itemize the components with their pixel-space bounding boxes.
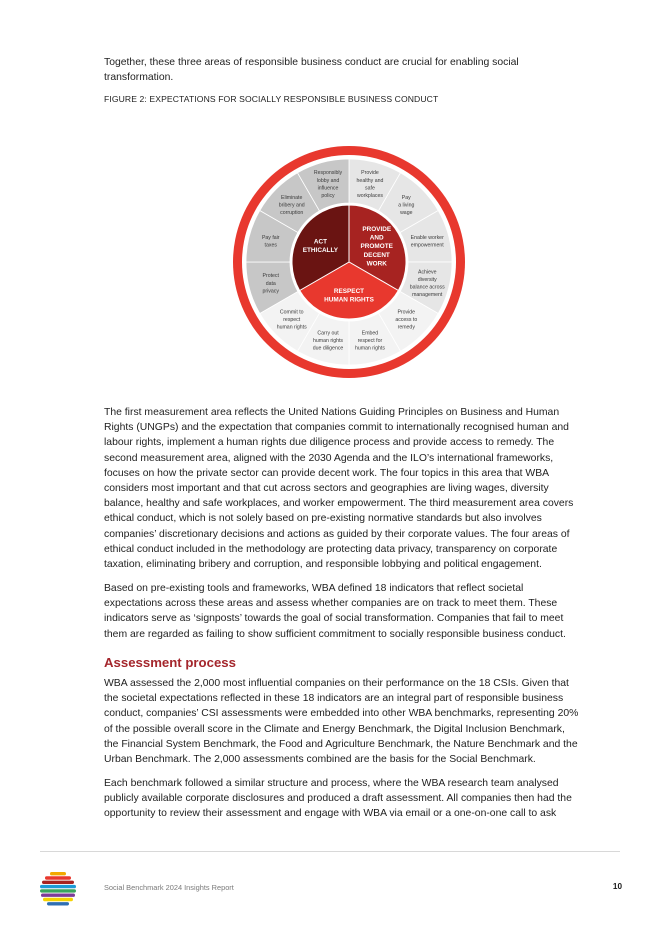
footer-report-title: Social Benchmark 2024 Insights Report [104,883,234,892]
act-ethically-label-line: ETHICALLY [302,247,339,254]
segment-label-line: Eliminate [281,194,303,201]
page-number: 10 [612,882,622,891]
section-heading: Assessment process [104,655,236,670]
segment-label-line: Commit to [279,309,304,316]
body-paragraph-2: Based on pre-existing tools and frameworks, WBA defined 18 indicators that reflect societal expectations across these areas and assess whether companies are on track to meet them. These indicators serve as ‘signposts’ towards the goal of social transformation. Companies that fail to meet them are regarded as failing to show sufficient commitment to socially responsible business conduct. [104,583,566,640]
segment-label-line: influence [317,185,339,192]
segment-label-line: human rights [313,338,344,345]
segment-label-line: Protect [262,273,279,280]
segment-label-line: management [412,292,443,299]
logo-stripe [41,894,75,897]
segment-label-line: data [265,280,276,287]
segment-label-line: respect [283,317,301,324]
decent-work-label-line: AND [369,234,384,242]
logo-stripe [40,889,76,892]
segment-label-line: due diligence [312,345,344,352]
human-rights-label-line: HUMAN RIGHTS [324,296,374,304]
segment-label-line: corruption [280,210,304,217]
body-paragraph-3: WBA assessed the 2,000 most influential companies on their performance on the 18 CSIs. Given that the societal expectations reflected in these 18 indicators are an integral part of responsible business conduct, companies’ CSI assessments were embedded into other WBA benchmarks, representing 20% of the possible overall score in the Climate and Energy Benchmark, the Digital Inclusion Benchmark, the Financial System Benchmark, the Food and Agriculture Benchmark, the Nature Benchmark and the Urban Benchmark. The 2,000 assessments combined are the basis for the Social Benchmark. [104,678,579,766]
human-rights-label-line: RESPECT [333,287,365,295]
decent-work-label-line: PROMOTE [360,243,393,251]
logo-stripe [40,885,76,888]
body-paragraph-1: The first measurement area reflects the United Nations Guiding Principles on Business and Human Rights (UNGPs) and the expectation that companies commit to internationally recognised human and labour rights, implement a human rights due diligence process and provide access to remedy. The second measurement area, aligned with the 2030 Agenda and the ILO’s international frameworks, focuses on how the private sector can provide decent work. The four topics in this area that WBA considers most important and that cut across sectors and geographies are living wages, diversity balance, healthy and safe workplaces, and worker empowerment. The third measurement area covers ethical conduct, which is not solely based on pre-existing normative standards but also involves companies’ discretionary decisions and actions as guided by their corporate values. The four areas of ethical conduct included in the methodology are protecting data privacy, transparency on corporate taxation, eliminating bribery and corruption, and responsible lobbying and political engagement. [104,407,574,571]
segment-label-line: safe [365,185,375,192]
segment-label-line: wage [400,210,413,217]
segment-label [395,309,417,330]
segment-label-line: Carry out [317,330,339,337]
logo-stripe [47,902,69,905]
segment-label-line: taxes [264,242,277,249]
segment-label-line: human rights [354,345,385,352]
segment-label-line: lobby and [316,177,340,184]
logo-stripe [43,898,73,901]
wba-logo-icon [40,869,76,909]
segment-label-line: Responsibly [313,170,343,177]
segment-label-line: Achieve [418,269,437,276]
segment-label-line: respect for [357,338,383,345]
logo-stripe [42,881,74,884]
segment-label-line: Provide [397,309,416,316]
segment-label-line: diversity [417,276,437,283]
body-paragraph-4: Each benchmark followed a similar structure and process, where the WBA research team analysed publicly available corporate disclosures and produced a draft assessment. All companies then had the opportunity to review their assessment and engage with WBA via email or a one-on-one call to ask [104,778,572,820]
intro-paragraph: Together, these three areas of responsible business conduct are crucial for enabling social transformation. [104,57,519,84]
segment-label-line: a living [398,202,415,209]
segment-label-line: privacy [262,288,279,295]
segment-label-line: workplaces [356,192,383,199]
segment-label-line: empowerment [410,242,444,249]
footer-divider [40,851,620,852]
segment-label-line: healthy and [356,177,384,184]
segment-label-line: policy [321,192,335,199]
segment-label-line: Embed [361,330,379,337]
segment-label-line: access to [395,317,418,324]
decent-work-label-line: WORK [366,260,387,268]
csi-wheel-diagram [229,137,469,387]
segment-label-line: Pay [401,194,411,201]
figure-caption: FIGURE 2: EXPECTATIONS FOR SOCIALLY RESPONSIBLE BUSINESS CONDUCT [104,94,439,104]
logo-stripe [45,876,71,879]
segment-label-line: balance across [409,284,445,291]
segment-label [279,195,305,216]
logo-stripe [50,872,66,875]
segment-label-line: Enable worker [410,235,444,242]
segment-label-line: human rights [276,324,307,331]
segment-label [411,235,445,249]
act-ethically-label-line: ACT [313,238,327,246]
segment-label-line: Provide [361,170,379,177]
decent-work-label-line: PROVIDE [362,226,392,233]
decent-work-label-line: DECENT [363,251,390,259]
segment-label-line: Pay fair [261,235,280,242]
segment-label-line: bribery and [278,202,305,209]
segment-label-line: remedy [397,324,415,331]
